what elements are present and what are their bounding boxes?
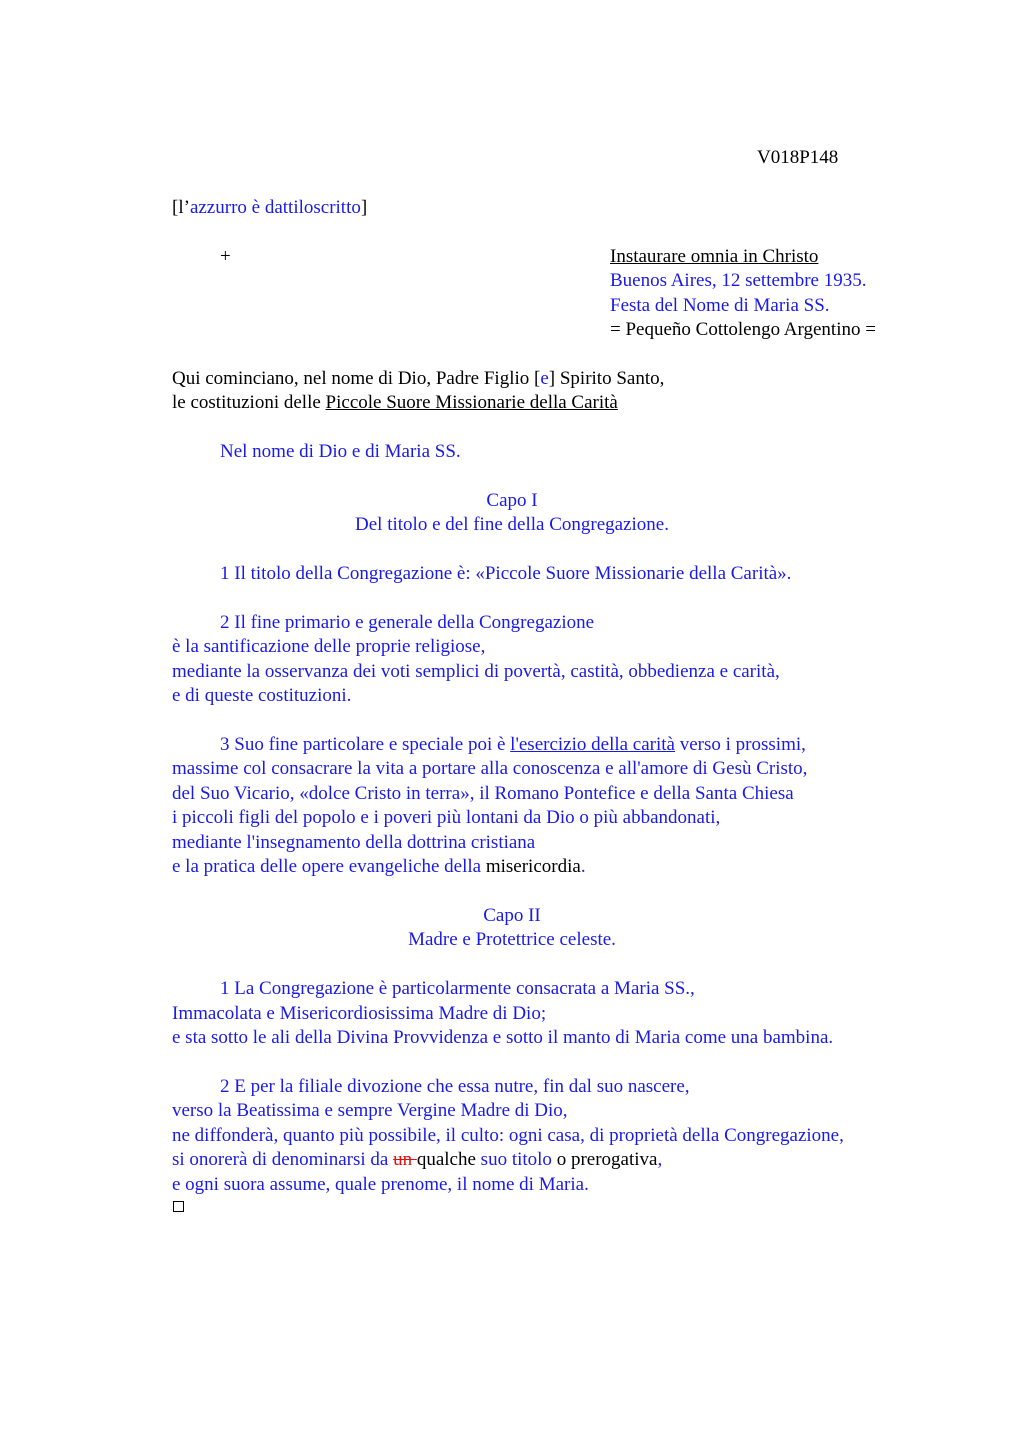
bracketed-e: e xyxy=(540,368,549,389)
place-date: Buenos Aires, 12 settembre 1935. xyxy=(610,270,867,291)
article-3-last-black: misericordia xyxy=(485,856,581,877)
chapter-1-article-2-line-2: è la santificazione delle proprie religiose, xyxy=(172,636,486,657)
article-3-line-1-b: verso i prossimi, xyxy=(675,734,806,755)
chapter-1-article-3-line-3: del Suo Vicario, «dolce Cristo in terra», il Romano Pontefice e della Santa Chiesa xyxy=(172,783,794,804)
intro-line-1-b: Spirito Santo, xyxy=(555,368,665,389)
article-2-line-4-a: si onorerà di denominarsi da xyxy=(172,1149,394,1170)
chapter-2-article-2-line-1: 2 E per la filiale divozione che essa nutre, fin dal suo nascere, xyxy=(220,1076,690,1097)
chapter-1-article-2-line-4: e di queste costituzioni. xyxy=(172,685,352,706)
transcription-note xyxy=(172,196,367,220)
article-2-line-4-d: o prerogativa xyxy=(551,1149,658,1170)
article-2-line-4-c: suo titolo xyxy=(475,1149,552,1170)
chapter-1-article-2-line-1: 2 Il fine primario e generale della Congregazione xyxy=(220,612,595,633)
article-3-last-a: e la pratica delle opere evangeliche della xyxy=(172,856,486,877)
note-close: ] xyxy=(360,197,368,218)
bracket-close: ] xyxy=(548,368,556,389)
chapter-1-article-3-line-1 xyxy=(220,733,806,757)
handwritten-insert: qualche xyxy=(416,1149,476,1170)
bracket-open: [ xyxy=(534,368,541,389)
chapter-2-article-2-line-5: e ogni suora assume, quale prenome, il nome di Maria. xyxy=(172,1174,589,1195)
chapter-1-heading: Capo I xyxy=(486,490,538,511)
intro-line-1-a: Qui cominciano, nel nome di Dio, Padre Figlio xyxy=(172,368,535,389)
invocation: Nel nome di Dio e di Maria SS. xyxy=(220,441,461,462)
article-3-last-c: . xyxy=(580,856,586,877)
chapter-1-article-1: 1 Il titolo della Congregazione è: «Piccole Suore Missionarie della Carità». xyxy=(220,563,792,584)
page-code: V018P148 xyxy=(757,147,839,168)
chapter-1-article-3-line-2: massime col consacrare la vita a portare alla conoscenza e all'amore di Gesù Cristo, xyxy=(172,758,808,779)
chapter-1-article-2-line-3: mediante la osservanza dei voti semplici di povertà, castità, obbedienza e carità, xyxy=(172,661,780,682)
chapter-2-article-1-line-1: 1 La Congregazione è particolarmente consacrata a Maria SS., xyxy=(220,978,695,999)
chapter-2-heading: Capo II xyxy=(483,905,541,926)
intro-line-2-a: le costituzioni delle xyxy=(172,392,326,413)
article-3-underlined: l'esercizio della carità xyxy=(510,734,675,755)
feast-line: Festa del Nome di Maria SS. xyxy=(610,295,830,316)
chapter-2-subtitle: Madre e Protettrice celeste. xyxy=(408,929,616,950)
chapter-1-article-3-line-5: mediante l'insegnamento della dottrina cristiana xyxy=(172,832,536,853)
note-blue-text: azzurro è dattiloscritto xyxy=(189,197,361,218)
intro-line-2 xyxy=(172,391,618,415)
end-marker-box xyxy=(173,1201,184,1212)
chapter-1-article-3-line-4: i piccoli figli del popolo e i poveri più lontani da Dio o più abbandonati, xyxy=(172,807,721,828)
note-open: [l’ xyxy=(172,197,190,218)
struck-word: un xyxy=(393,1149,417,1170)
article-3-line-1-a: 3 Suo fine particolare e speciale poi è xyxy=(220,734,511,755)
congregation-name: Piccole Suore Missionarie della Carità xyxy=(325,392,618,413)
chapter-2-article-2-line-2: verso la Beatissima e sempre Vergine Madre di Dio, xyxy=(172,1100,568,1121)
chapter-2-article-1-line-2: Immacolata e Misericordiosissima Madre di Dio; xyxy=(172,1003,547,1024)
institution-line: = Pequeño Cottolengo Argentino = xyxy=(610,319,876,340)
motto: Instaurare omnia in Christo xyxy=(610,246,819,267)
chapter-1-article-3-line-6 xyxy=(172,855,586,879)
chapter-2-article-1-line-3: e sta sotto le ali della Divina Provvidenza e sotto il manto di Maria come una bambina. xyxy=(172,1027,834,1048)
article-2-line-4-e: , xyxy=(657,1149,663,1170)
chapter-2-article-2-line-3: ne diffonderà, quanto più possibile, il culto: ogni casa, di proprietà della Congregazione, xyxy=(172,1125,844,1146)
chapter-1-subtitle: Del titolo e del fine della Congregazione. xyxy=(355,514,669,535)
cross-symbol: + xyxy=(220,246,231,267)
chapter-2-article-2-line-4 xyxy=(172,1148,662,1172)
intro-line-1 xyxy=(172,367,664,391)
